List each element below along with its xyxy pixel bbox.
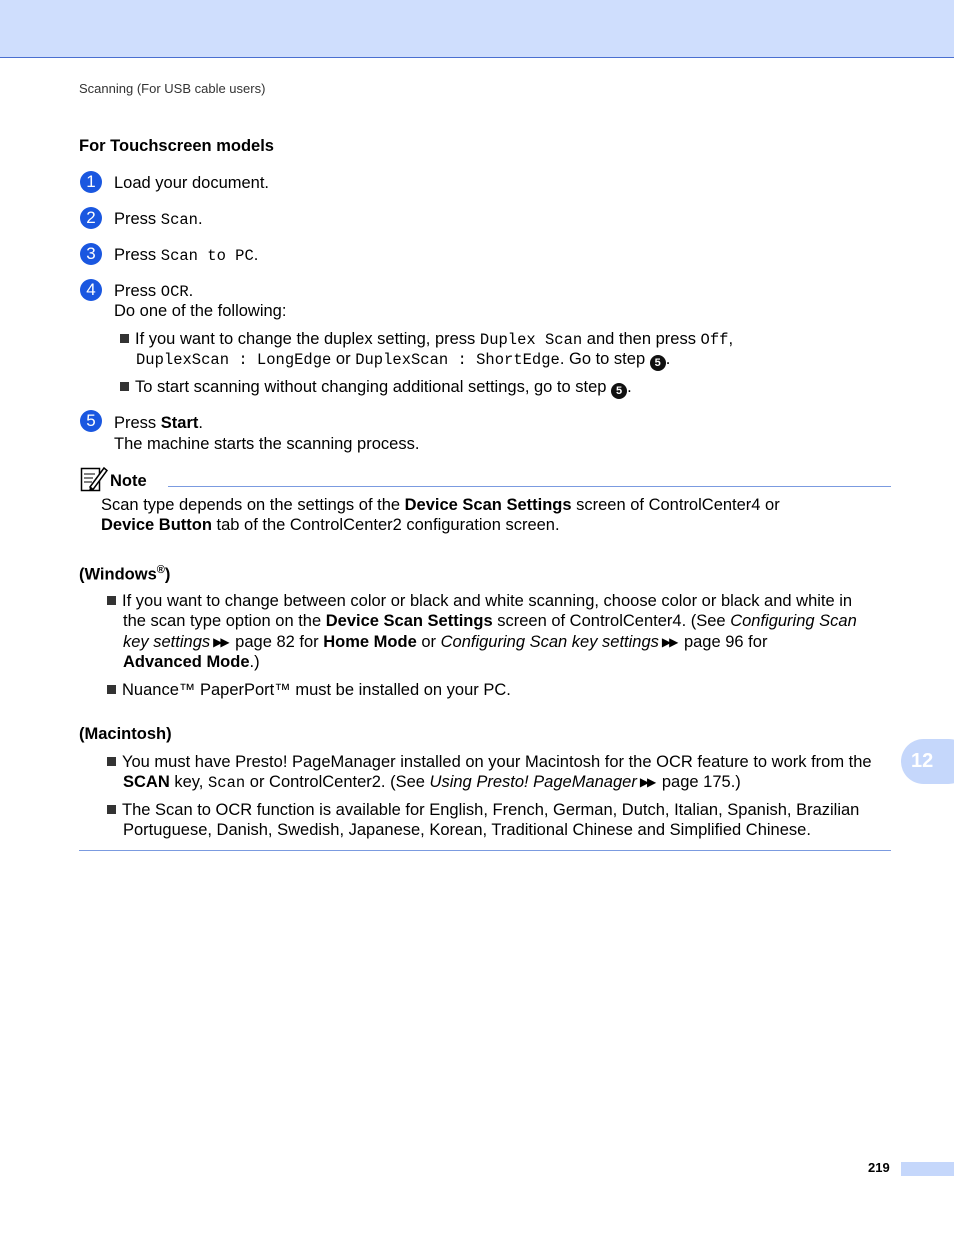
double-arrow-icon: ▶▶ — [661, 635, 677, 649]
opt1-text-f: . — [665, 350, 671, 368]
note-divider — [168, 486, 891, 487]
note-text-c: screen of ControlCenter4 or — [571, 496, 780, 514]
link-using-presto[interactable]: Using Presto! PageManager — [429, 773, 637, 791]
note-bold-device-scan-settings: Device Scan Settings — [404, 496, 572, 514]
opt1-code-shortedge: DuplexScan : ShortEdge — [355, 351, 560, 369]
windows-b1-l4b: .) — [249, 653, 260, 671]
note-label: Note — [110, 472, 147, 490]
chapter-tab: 12 — [901, 739, 954, 784]
opt1-text-b: and then press — [582, 330, 701, 348]
windows-b2-text: Nuance™ PaperPort™ must be installed on your PC. — [122, 681, 511, 699]
mac-b1-l2f: page 175.) — [657, 773, 741, 791]
step-1-text — [114, 174, 269, 193]
opt1-text-c: , — [728, 330, 734, 348]
step-number-1: 1 — [80, 171, 102, 193]
mac-b1-scan-key: SCAN — [123, 773, 170, 791]
windows-bullet-1-line-3 — [123, 633, 767, 652]
step-4-option-1-line-1 — [120, 330, 733, 349]
step-1-label: Load your document. — [114, 174, 270, 192]
step-5-text — [114, 414, 203, 433]
page-number: 219 — [868, 1160, 890, 1175]
step-4-code: OCR — [160, 283, 189, 301]
windows-bullet-1-line-1 — [107, 592, 852, 611]
step-2-pre: Press — [114, 210, 161, 228]
note-bold-device-button: Device Button — [101, 516, 212, 534]
mac-b1-scan-code: Scan — [207, 774, 246, 792]
double-arrow-icon: ▶▶ — [639, 775, 655, 789]
step-3-post: . — [253, 246, 259, 264]
step-4-text — [114, 282, 193, 301]
windows-b1-advanced-mode: Advanced Mode — [123, 653, 250, 671]
section-end-divider — [79, 850, 891, 851]
windows-b1-l3f: page 96 for — [679, 633, 768, 651]
step-3-code: Scan to PC — [160, 247, 254, 265]
mac-bullet-1-line-2 — [123, 773, 741, 792]
opt1-code-duplex-scan: Duplex Scan — [479, 331, 583, 349]
step-number-4: 4 — [80, 279, 102, 301]
bullet-square-icon — [107, 596, 116, 605]
mac-b1-l1: You must have Presto! PageManager installed on your Macintosh for the OCR feature to work from the — [122, 753, 872, 771]
link-key-settings[interactable]: key settings — [123, 633, 211, 651]
bullet-square-icon — [120, 382, 129, 391]
step-2-text — [114, 210, 203, 229]
step-5-start-key: Start — [160, 414, 199, 432]
mac-bullet-1-line-1 — [107, 753, 872, 772]
windows-bullet-1-line-4 — [123, 653, 260, 672]
opt2-text-a: To start scanning without changing additional settings, go to step — [135, 378, 612, 396]
note-line-2 — [101, 516, 560, 535]
section-title: For Touchscreen models — [79, 137, 274, 155]
step-number-2: 2 — [80, 207, 102, 229]
step-5-pre: Press — [114, 414, 161, 432]
step-4-post: . — [188, 282, 194, 300]
step-5-post: . — [198, 414, 203, 432]
page-number-tab — [901, 1162, 954, 1176]
link-configuring-scan[interactable]: Configuring Scan — [730, 612, 857, 630]
double-arrow-icon: ▶▶ — [213, 635, 228, 649]
opt1-text-e: . Go to step — [559, 350, 650, 368]
windows-heading-close: ) — [164, 565, 171, 584]
opt1-text-d: or — [331, 350, 356, 368]
windows-b1-l2a: the scan type option on the — [123, 612, 326, 630]
step-3-text — [114, 246, 258, 265]
windows-bullet-1-line-2 — [123, 612, 857, 631]
windows-b1-l1: If you want to change between color or black and white scanning, choose color or black and white in — [122, 592, 853, 610]
step-4-option-2 — [120, 378, 632, 399]
windows-bullet-2 — [107, 681, 511, 700]
registered-mark: ® — [156, 564, 165, 576]
bullet-square-icon — [107, 805, 116, 814]
windows-b1-l3b: page 82 for — [230, 633, 324, 651]
note-line-1 — [101, 496, 780, 515]
opt1-code-off: Off — [700, 331, 729, 349]
note-text-a: Scan type depends on the settings of the — [101, 496, 405, 514]
bullet-square-icon — [120, 334, 129, 343]
running-head: Scanning (For USB cable users) — [79, 81, 266, 96]
windows-heading-text: (Windows — [79, 565, 157, 584]
step-5-subtext: The machine starts the scanning process. — [114, 435, 420, 453]
mac-b2-l1: The Scan to OCR function is available for English, French, German, Dutch, Italian, Spanish, Brazilian — [122, 801, 860, 819]
step-number-3: 3 — [80, 243, 102, 265]
windows-heading — [79, 564, 170, 585]
mac-heading: (Macintosh) — [79, 725, 172, 743]
step-ref-5-icon: 5 — [650, 355, 666, 371]
windows-b1-l2b: Device Scan Settings — [325, 612, 493, 630]
windows-b1-l3d: or — [416, 633, 441, 651]
mac-b1-l2b: key, — [169, 773, 208, 791]
step-4-pre: Press — [114, 282, 161, 300]
bullet-square-icon — [107, 685, 116, 694]
opt1-text-a: If you want to change the duplex setting, press — [135, 330, 480, 348]
windows-b1-home-mode: Home Mode — [323, 633, 417, 651]
step-number-5: 5 — [80, 410, 102, 432]
step-4-subtext: Do one of the following: — [114, 302, 287, 320]
mac-b1-l2d: or ControlCenter2. (See — [245, 773, 430, 791]
link-configuring-scan-key-settings[interactable]: Configuring Scan key settings — [440, 633, 659, 651]
mac-bullet-2-line-2: Portuguese, Danish, Swedish, Japanese, Korean, Traditional Chinese and Simplified Chinese. — [123, 821, 811, 839]
bullet-square-icon — [107, 757, 116, 766]
opt1-code-longedge: DuplexScan : LongEdge — [136, 351, 332, 369]
step-2-post: . — [197, 210, 203, 228]
opt2-text-b: . — [627, 378, 632, 396]
header-band — [0, 0, 954, 58]
step-3-pre: Press — [114, 246, 161, 264]
note-text-l2b: tab of the ControlCenter2 configuration screen. — [211, 516, 560, 534]
mac-bullet-2-line-1 — [107, 801, 859, 820]
step-2-code: Scan — [160, 211, 198, 229]
windows-b1-l2c: screen of ControlCenter4. (See — [492, 612, 731, 630]
step-ref-5-icon: 5 — [611, 383, 627, 399]
step-4-option-1-line-2 — [136, 350, 670, 371]
note-pencil-icon — [80, 465, 108, 498]
